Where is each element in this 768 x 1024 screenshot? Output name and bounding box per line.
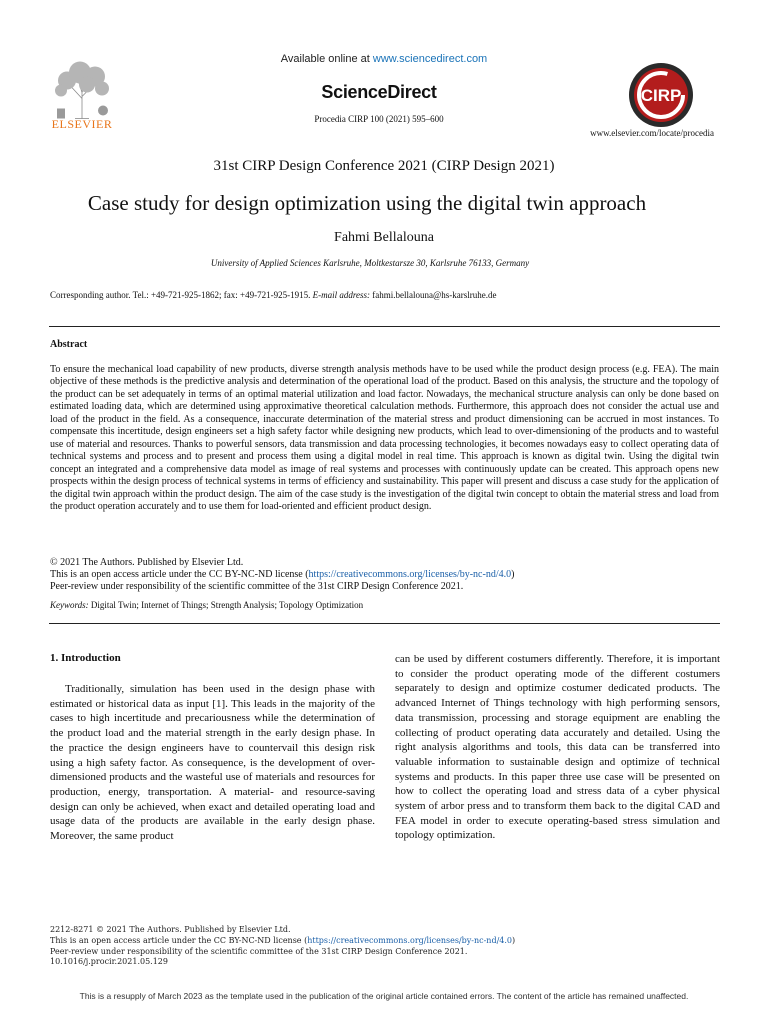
journal-website[interactable]: www.elsevier.com/locate/procedia [590,128,714,138]
keywords-list: Digital Twin; Internet of Things; Strength Analysis; Topology Optimization [88,600,364,610]
footer-license-line [50,936,515,947]
corresponding-contact: Corresponding author. Tel.: +49-721-925-1862; fax: +49-721-925-1915. [50,290,313,300]
license-close: ) [511,569,515,581]
author-name: Fahmi Bellalouna [334,230,434,245]
abstract-text: To ensure the mechanical load capability of new products, diverse strength analysis methods have to be used while the product design process (e.g. FEA). The main objective of these methods is the predictive analysis and determination of the operational load of the product. Based on this analysis, the structure and the topology of the product can be set adequately in terms of an optimal material utilization and load factor. Nowadays, the mechanical structure analysis can only be done based on estimated loading data, which are determined using approximative theoretical calculation methods. Furthermore, this approach does not consider the actual use and load of the product in the field. As a consequence, inaccurate determination of the material stress and product dimensioning can be accrued in most instances. To compensate this incertitude, design engineers set a high safety factor while designing new products, which lead to over-dimensioning of the products and to wasteful use of material and resources. Thanks to powerful sensors, data transmission and data processing technologies, it becomes nowadays easy to collect operating data of technical systems and process and to present and process them using a digital model in real time. This approach is known as digital twin. Using the digital twin concept an integrated and a comprehensive data model as image of real systems and processes with continuously update can be created. This approach opens new prospects within the design process of technical systems in terms of efficiency and sustainability. This paper will present and discuss a case study for the application of the digital twin approach within the product design. The aim of the case study is the investigation of the digital twin concept to obtain the material stress and load from the product operation accurately and to use them for load-oriented and efficient product design. [50,364,719,512]
footer-license-text: This is an open access article under the CC BY-NC-ND license ( [50,935,308,945]
page-footer [50,925,515,968]
license-text: This is an open access article under the CC BY-NC-ND license ( [50,569,309,581]
elsevier-wordmark: ELSEVIER [51,117,113,131]
keywords-label: Keywords: [50,600,89,610]
sciencedirect-brand: ScienceDirect [321,82,437,102]
author-affiliation: University of Applied Sciences Karlsruhe, Moltkestarsze 30, Karlsruhe 76133, Germany [210,258,530,268]
conference-name: 31st CIRP Design Conference 2021 (CIRP Design 2021) [213,158,555,174]
email-address[interactable]: fahmi.bellalouna@hs-karslruhe.de [370,290,497,300]
available-online-text: Available online at [280,53,373,65]
sciencedirect-link[interactable]: www.sciencedirect.com [372,53,488,65]
body-left-column: Traditionally, simulation has been used in the design phase with estimated or historical data as input [1]. This leads in the majority of the cases to high incertitude and precariousness while the determination of the product load and the material strength in the early design phase. In the practice the design engineers have to countervail this design risk using a high safety factor. As consequence, is the development of over-dimensioned products and the wasteful use of materials and resources for production, energy, transportation. A material- and resource-saving design can only be achieved, when exact and detailed operating load and usage data of the products are available in the early design phase. Moreover, the same product [50,683,375,843]
license-link[interactable]: https://creativecommons.org/licenses/by-nc-nd/4.0 [308,569,512,581]
keywords-line [50,600,363,610]
email-label: E-mail address: [312,290,370,300]
body-right-column: can be used by different costumers differently. Therefore, it is important to consider the product operating mode of the different costumers separately to design and optimize costumer dedicated products. The advanced Internet of Things technology with high performing sensors, data transmission, processing and storage equipment are enabling the collecting of product operating data accurately and detailed. Using the right analysis algorithms and tools, this data can be transferred into valuable information to sustainable design and optimize of technical systems and products. In this paper three use case will be presented on how to collect the operating load and stress data of a cyber physical system of arbor press and to transform them back to the digital CAD and FEA model in order to execute operating-based stress simulation and topology optimization. [395,653,720,842]
issn-line: 2212-8271 © 2021 The Authors. Published by Elsevier Ltd. [50,925,291,934]
copyright-line: © 2021 The Authors. Published by Elsevier Ltd. [50,557,244,568]
doi[interactable]: 10.1016/j.procir.2021.05.129 [50,957,168,967]
cirp-logo-text: CIRP [640,86,682,105]
footer-license-close: ) [512,935,516,945]
peer-review-line: Peer-review under responsibility of the scientific committee of the 31st CIRP Design Conference 2021. [50,581,464,593]
divider-bottom [49,623,720,624]
abstract-heading: Abstract [50,339,88,350]
journal-reference: Procedia CIRP 100 (2021) 595–600 [314,114,444,124]
copyright-notes [50,557,719,594]
resupply-notice: This is a resupply of March 2023 as the template used in the publication of the original article contained errors. The content of the article has remained unaffected. [79,991,689,1001]
divider-top [49,326,720,327]
footer-license-link[interactable]: https://creativecommons.org/licenses/by-nc-nd/4.0 [307,935,512,945]
section-heading-introduction: 1. Introduction [50,652,121,664]
footer-peer-review: Peer-review under responsibility of the scientific committee of the 31st CIRP Design Conference 2021. [50,946,468,956]
corresponding-author [50,290,497,300]
license-line [50,569,719,581]
paper-title: Case study for design optimization using the digital twin approach [87,191,647,215]
cirp-logo [628,62,694,128]
